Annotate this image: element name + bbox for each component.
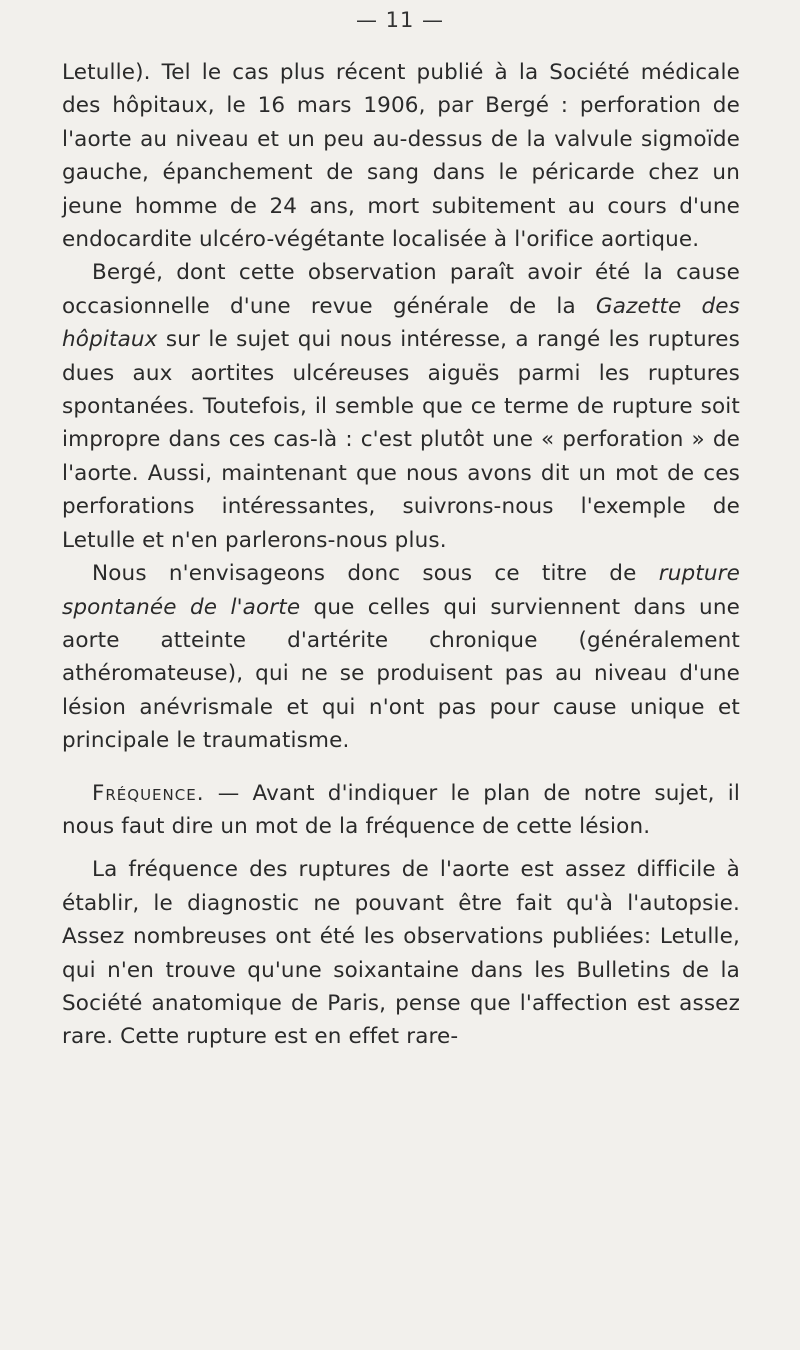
- paragraph-5: La fréquence des ruptures de l'aorte est assez difficile à établir, le diagnostic ne pouvant être fait qu'à l'autopsie. Assez nombreuses ont été les observations publiées: Letulle, qui n'en trouve qu'une soixantaine dans les Bulletins de la Société anatomique de Paris, pense que l'affection est assez rare. Cette rupture est en effet rare-: [62, 857, 740, 1050]
- section-heading: Fréquence.: [92, 780, 205, 806]
- paragraph-4-text: — Avant d'indiquer le plan de notre sujet, il nous faut dire un mot de la fréquence de cette lésion.: [62, 780, 740, 839]
- paragraph-3-text-start: Nous n'envisageons donc sous ce titre de: [92, 561, 659, 587]
- paragraph-2: [62, 256, 740, 557]
- paragraph-2-text-start: Bergé, dont cette observation paraît avoir été la cause occasionnelle d'une revue générale de la: [62, 260, 740, 319]
- journal-title: Gazette des hôpitaux: [62, 293, 740, 353]
- paragraph-3-text-end: que celles qui surviennent dans une aorte atteinte d'artérite chronique (généralement athéromateuse), qui ne se produisent pas au niveau d'une lésion anévrismale et qui n'ont pas pour cause unique et principale le traumatisme.: [62, 594, 740, 754]
- paragraph-4: [62, 777, 740, 844]
- defined-term: rupture spontanée de l'aorte: [62, 561, 740, 620]
- page-number: — 11 —: [355, 8, 445, 32]
- paragraph-3: [62, 557, 740, 757]
- paragraph-2-text-end: sur le sujet qui nous intéresse, a rangé les ruptures dues aux aortites ulcéreuses aiguës parmi les ruptures spontanées. Toutefois, il semble que ce terme de rupture soit impropre dans ces cas-là : c'est plutôt une « perforation » de l'aorte. Aussi, maintenant que nous avons dit un mot de ces perforations intéressantes, suivrons-nous l'exemple de Letulle et n'en parlerons-nous plus.: [62, 327, 740, 553]
- body-text: [62, 56, 740, 1054]
- paragraph-1: Letulle). Tel le cas plus récent publié à la Société médicale des hôpitaux, le 16 mars 1906, par Bergé : perforation de l'aorte au niveau et un peu au-dessus de la valvule sigmoïde gauche, épanchement de sang dans le péricarde chez un jeune homme de 24 ans, mort subitement au cours d'une endocardite ulcéro-végétante localisée à l'orifice aortique.: [62, 60, 740, 253]
